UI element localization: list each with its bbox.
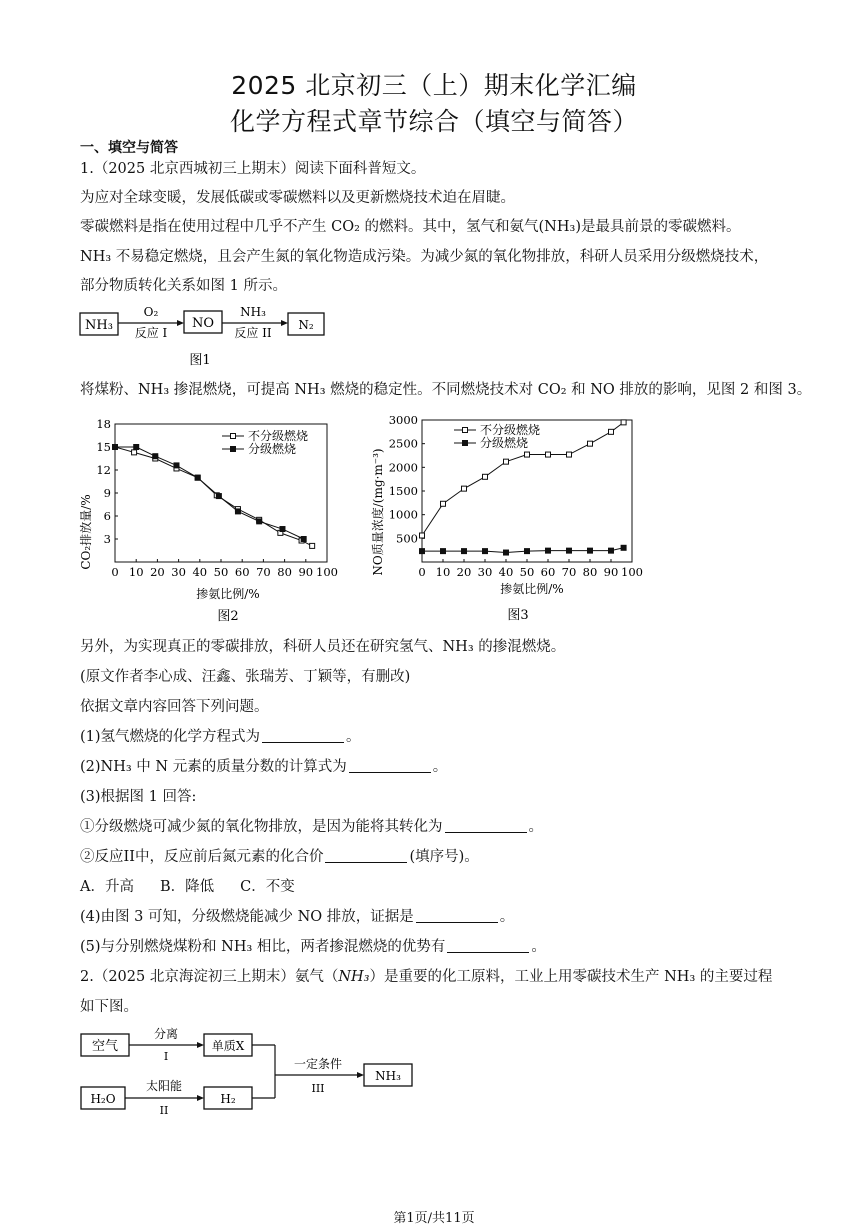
fig3-series-2-point — [504, 550, 509, 555]
fig2-series-2-point — [257, 519, 262, 524]
fig3-y-tick-label: 1500 — [388, 484, 418, 498]
fig1-arrow2-top: NH₃ — [240, 305, 266, 319]
figure-3-chart — [370, 412, 670, 627]
fig2-ylabel: CO₂排放量/% — [79, 494, 93, 570]
fig2-legend-label-2: 分级燃烧 — [248, 442, 297, 456]
q2-step1-bottom: I — [163, 1050, 169, 1063]
option-c: C．不变 — [240, 879, 295, 895]
page-footer: 第1页/共11页 — [393, 1211, 475, 1226]
fig2-series-2-point — [153, 454, 158, 459]
q1-sub5-text: (5)与分别燃烧煤粉和 NH₃ 相比，两者掺混燃烧的优势有 — [80, 939, 446, 955]
q1-paragraph-1: 为应对全球变暖，发展低碳或零碳燃料以及更新燃烧技术迫在眉睫。 — [80, 190, 515, 206]
fig2-y-tick-label: 18 — [96, 417, 111, 431]
fig3-legend-marker-2 — [463, 441, 468, 446]
fig3-series-1-point — [588, 441, 593, 446]
q1-sub1: (1)氢气燃烧的化学方程式为 。 — [80, 729, 361, 745]
q1-sub4-text: (4)由图 3 可知，分级燃烧能减少 NO 排放，证据是 — [80, 909, 414, 925]
fig3-x-tick-label: 10 — [435, 565, 451, 579]
fig3-x-tick-label: 40 — [498, 565, 514, 579]
fig2-x-tick-label: 100 — [316, 565, 338, 579]
fig2-x-tick-label: 40 — [192, 565, 208, 579]
fig3-series-1-point — [462, 486, 467, 491]
answer-blank-6[interactable] — [447, 938, 529, 953]
fig2-x-tick-label: 10 — [128, 565, 144, 579]
fig3-series-1-point — [525, 452, 530, 457]
fig1-box-no-label: NO — [191, 316, 215, 331]
fig2-series-2-point — [280, 527, 285, 532]
fig2-x-tick-label: 90 — [298, 565, 314, 579]
fig2-x-tick-label: 60 — [234, 565, 250, 579]
fig3-x-tick-label: 80 — [582, 565, 598, 579]
fig2-series-2-point — [134, 445, 139, 450]
fig2-series-2-point — [301, 537, 306, 542]
q2-step1-top: 分离 — [153, 1027, 179, 1041]
fig3-series-2-point — [483, 549, 488, 554]
answer-blank-5[interactable] — [416, 908, 498, 923]
fig3-series-1-point — [441, 501, 446, 506]
fig3-legend-label-2: 分级燃烧 — [480, 436, 529, 450]
fig2-series-2-point — [195, 475, 200, 480]
q1-intro: 1.（2025 北京西城初三上期末）阅读下面科普短文。 — [80, 161, 426, 177]
fig3-series-1-point — [621, 420, 626, 425]
q2-box-h2-label: H₂ — [220, 1092, 236, 1106]
q1-sub3-1-text: ①分级燃烧可减少氮的氧化物排放，是因为能将其转化为 — [80, 819, 443, 835]
fig2-y-tick-label: 9 — [103, 486, 111, 500]
fig2-series-1-point — [310, 543, 315, 548]
fig2-caption: 图2 — [217, 609, 239, 624]
fig2-y-tick-label: 12 — [96, 463, 111, 477]
fig3-series-2-line — [422, 548, 624, 553]
q1-sub3-2: ②反应II中，反应前后氮元素的化合价 (填序号)。 — [80, 849, 479, 865]
fig3-x-tick-label: 70 — [561, 565, 577, 579]
fig3-series-2-point — [420, 549, 425, 554]
fig2-series-1-point — [132, 450, 137, 455]
option-b: B．降低 — [159, 879, 215, 895]
fig2-x-tick-label: 80 — [277, 565, 292, 579]
q2-step2-top: 太阳能 — [145, 1079, 183, 1093]
q2-step3-top: 一定条件 — [293, 1057, 343, 1071]
fig3-y-tick-label: 2000 — [388, 460, 418, 475]
answer-blank-2[interactable] — [349, 758, 431, 773]
q1-paragraph-4: 将煤粉、NH₃ 掺混燃烧，可提高 NH₃ 燃烧的稳定性。不同燃烧技术对 CO₂ 和 NO 排放的影响，见图 2 和图 3。 — [80, 382, 812, 398]
fig2-legend-marker-2 — [231, 447, 236, 452]
q1-paragraph-7: 依据文章内容回答下列问题。 — [80, 699, 269, 715]
q1-sub3-2-text: ②反应II中，反应前后氮元素的化合价 — [80, 849, 324, 865]
answer-blank-1[interactable] — [262, 728, 344, 743]
fig3-y-tick-label: 500 — [396, 531, 418, 546]
q2-box-nh3-label: NH₃ — [375, 1069, 401, 1083]
fig2-series-2-line — [115, 447, 304, 539]
q1-sub2: (2)NH₃ 中 N 元素的质量分数的计算式为 。 — [80, 759, 448, 775]
fig3-x-tick-label: 20 — [456, 565, 472, 579]
q2-step2-bottom: II — [159, 1104, 169, 1117]
fig3-series-1-point — [609, 429, 614, 434]
q2-box-x-label: 单质X — [211, 1039, 245, 1053]
q1-sub1-text: (1)氢气燃烧的化学方程式为 — [80, 729, 261, 745]
figure-2-chart — [70, 412, 360, 627]
q1-sub4: (4)由图 3 可知，分级燃烧能减少 NO 排放，证据是 。 — [80, 909, 515, 925]
fig2-series-2-point — [235, 509, 240, 514]
fig3-x-tick-label: 90 — [603, 565, 619, 579]
fig2-y-tick-label: 6 — [103, 509, 111, 523]
fig2-series-2-point — [174, 463, 179, 468]
fig3-legend-label-1: 不分级燃烧 — [480, 423, 541, 437]
q2-line-1: 2.（2025 北京海淀初三上期末）氨气（NH₃）是重要的化工原料，工业上用零碳技术生产 NH₃ 的主要过程 — [80, 969, 773, 985]
q1-sub3: (3)根据图 1 回答: — [80, 789, 197, 805]
fig2-xlabel: 掺氨比例/% — [196, 587, 260, 601]
fig2-x-tick-label: 70 — [256, 565, 271, 579]
q2-step3-bottom: III — [311, 1082, 325, 1095]
q1-sub5: (5)与分别燃烧煤粉和 NH₃ 相比，两者掺混燃烧的优势有 。 — [80, 939, 546, 955]
fig3-x-tick-label: 50 — [519, 565, 535, 579]
fig3-series-2-point — [441, 549, 446, 554]
fig2-series-2-point — [216, 494, 221, 499]
fig3-x-tick-label: 0 — [418, 565, 426, 579]
answer-blank-3[interactable] — [445, 818, 527, 833]
section-heading: 一、填空与简答 — [80, 140, 178, 156]
q1-paragraph-3b: 部分物质转化关系如图 1 所示。 — [80, 278, 287, 294]
title-line-1: 2025 北京初三（上）期末化学汇编 — [231, 71, 637, 100]
fig2-legend-label-1: 不分级燃烧 — [248, 429, 309, 443]
answer-blank-4[interactable] — [325, 848, 407, 863]
q1-sub3-1: ①分级燃烧可减少氮的氧化物排放，是因为能将其转化为 。 — [80, 819, 543, 835]
fig2-x-tick-label: 50 — [213, 565, 229, 579]
fig2-y-tick-label: 3 — [103, 532, 111, 546]
fig3-x-tick-label: 100 — [621, 565, 643, 579]
fig3-series-1-point — [567, 452, 572, 457]
q2-box-air-label: 空气 — [91, 1039, 119, 1054]
fig3-series-1-point — [546, 452, 551, 457]
fig3-series-2-point — [567, 548, 572, 553]
fig3-y-tick-label: 3000 — [388, 413, 418, 427]
fig3-xlabel: 掺氨比例/% — [500, 582, 564, 596]
fig3-series-1-point — [483, 474, 488, 479]
fig3-y-tick-label: 2500 — [388, 436, 418, 451]
q1-paragraph-5: 另外，为实现真正的零碳排放，科研人员还在研究氢气、NH₃ 的掺混燃烧。 — [80, 639, 566, 655]
fig3-series-2-point — [588, 548, 593, 553]
fig2-x-tick-label: 30 — [171, 565, 186, 579]
fig1-caption: 图1 — [189, 353, 211, 368]
q2-process-diagram — [78, 1022, 418, 1122]
q1-paragraph-2: 零碳燃料是指在使用过程中几乎不产生 CO₂ 的燃料。其中，氢气和氨气(NH₃)是最具前景的零碳燃料。 — [80, 219, 741, 235]
fig3-series-2-point — [525, 549, 530, 554]
fig2-series-2-point — [113, 445, 118, 450]
fig3-series-2-point — [609, 548, 614, 553]
fig1-arrow2-bottom: 反应 II — [234, 326, 272, 340]
fig3-series-2-point — [546, 548, 551, 553]
option-a: A．升高 — [80, 879, 134, 895]
fig3-legend-marker-1 — [463, 428, 468, 433]
q2-line-2: 如下图。 — [80, 999, 138, 1015]
fig3-x-tick-label: 30 — [477, 565, 493, 579]
title-line-2: 化学方程式章节综合（填空与简答） — [229, 107, 638, 136]
fig2-legend-marker-1 — [231, 434, 236, 439]
q2-nh3-formula: NH₃ — [338, 969, 370, 985]
fig1-box-nh3-label: NH₃ — [85, 318, 113, 333]
fig3-series-2-point — [621, 545, 626, 550]
fig3-series-1-point — [504, 459, 509, 464]
q1-paragraph-6: (原文作者李心成、汪鑫、张瑞芳、丁颖等，有删改) — [80, 669, 411, 685]
fig1-box-n2-label: N₂ — [298, 318, 314, 332]
figure-1-diagram — [78, 300, 338, 375]
fig1-arrow1-top: O₂ — [143, 305, 159, 319]
q1-paragraph-3a: NH₃ 不易稳定燃烧，且会产生氮的氧化物造成污染。为减少氮的氧化物排放，科研人员采用分级燃烧技术， — [80, 249, 769, 265]
fig1-arrow1-bottom: 反应 I — [134, 326, 168, 340]
fig3-x-tick-label: 60 — [540, 565, 556, 579]
fig3-ylabel: NO质量浓度/(mg·m⁻³) — [371, 448, 385, 576]
fig3-y-tick-label: 1000 — [388, 507, 418, 522]
q1-sub2-text: (2)NH₃ 中 N 元素的质量分数的计算式为 — [80, 759, 347, 775]
fig2-x-tick-label: 20 — [150, 565, 165, 579]
fig2-x-tick-label: 0 — [111, 565, 119, 579]
fig3-caption: 图3 — [507, 608, 529, 623]
q1-options — [80, 875, 295, 896]
fig3-series-2-point — [462, 549, 467, 554]
fig3-series-1-point — [420, 533, 425, 538]
q2-box-water-label: H₂O — [90, 1092, 116, 1106]
fig2-y-tick-label: 15 — [96, 440, 111, 454]
